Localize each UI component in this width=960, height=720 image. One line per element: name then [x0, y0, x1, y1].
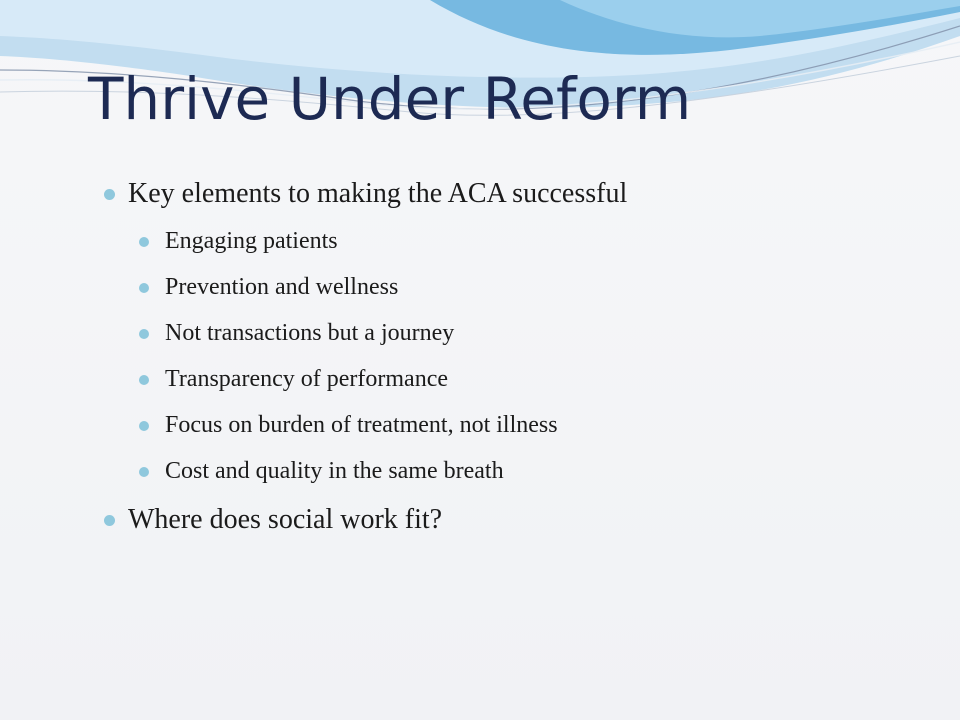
- bullet-dot-icon: [139, 375, 149, 385]
- bullet-text: Engaging patients: [165, 228, 338, 254]
- bullet-dot-icon: [139, 467, 149, 477]
- sub-bullet-item-burden-of-treatment: [165, 412, 558, 439]
- bullet-dot-icon: [104, 189, 115, 200]
- slide-title: Thrive Under Reform: [88, 65, 692, 133]
- bullet-item-social-work: [128, 504, 442, 536]
- bullet-item-key-elements: [128, 178, 627, 210]
- bullet-text: Key elements to making the ACA successful: [128, 178, 628, 209]
- bullet-text: Not transactions but a journey: [165, 320, 455, 346]
- sub-bullet-item-journey: [165, 320, 454, 347]
- sub-bullet-item-transparency: [165, 366, 448, 393]
- sub-bullet-item-prevention-wellness: [165, 274, 398, 301]
- bullet-text: Cost and quality in the same breath: [165, 458, 504, 484]
- bullet-dot-icon: [139, 329, 149, 339]
- sub-bullet-item-engaging-patients: [165, 228, 338, 255]
- bullet-text: Where does social work fit?: [128, 504, 443, 535]
- bullet-dot-icon: [139, 283, 149, 293]
- bullet-dot-icon: [139, 421, 149, 431]
- sub-bullet-item-cost-quality: [165, 458, 504, 485]
- bullet-dot-icon: [104, 515, 115, 526]
- bullet-text: Prevention and wellness: [165, 274, 399, 300]
- bullet-text: Transparency of performance: [165, 366, 448, 392]
- bullet-text: Focus on burden of treatment, not illness: [165, 412, 558, 438]
- bullet-dot-icon: [139, 237, 149, 247]
